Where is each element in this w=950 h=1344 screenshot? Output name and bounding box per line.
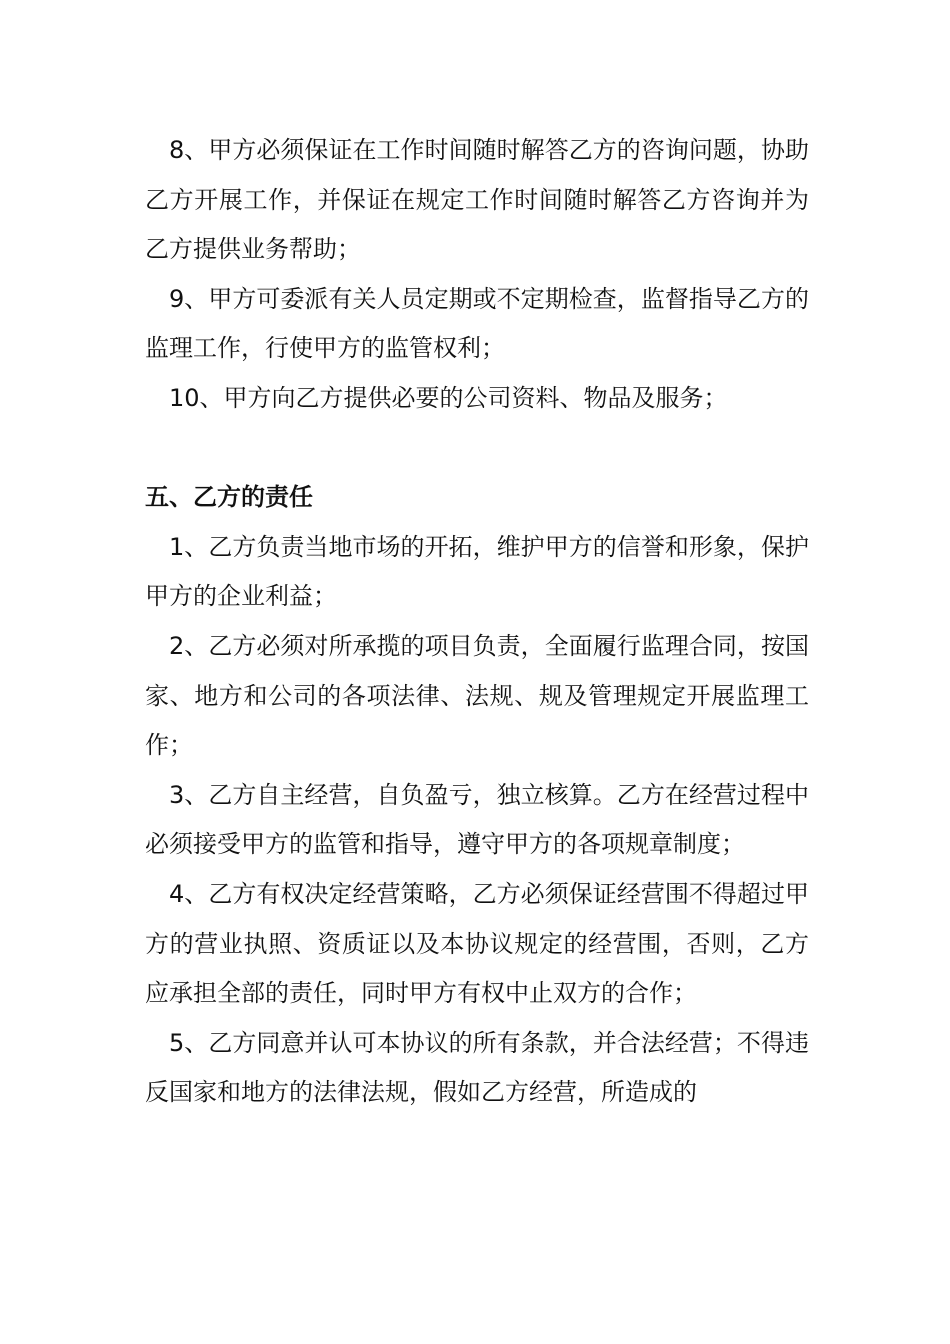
document-page	[145, 126, 809, 1118]
clause-item-8: 8、甲方必须保证在工作时间随时解答乙方的咨询问题，协助乙方开展工作，并保证在规定工作时间随时解答乙方咨询并为乙方提供业务帮助；	[145, 136, 809, 264]
clause-item-3: 3、乙方自主经营，自负盈亏，独立核算。乙方在经营过程中必须接受甲方的监管和指导，遵守甲方的各项规章制度；	[145, 780, 809, 859]
section-heading: 五、乙方的责任	[145, 483, 313, 512]
clause-item-5: 5、乙方同意并认可本协议的所有条款，并合法经营；不得违反国家和地方的法律法规，假如乙方经营，所造成的	[145, 1028, 809, 1107]
clause-item-9: 9、甲方可委派有关人员定期或不定期检查，监督指导乙方的监理工作，行使甲方的监管权利；	[145, 284, 809, 363]
section-spacer	[145, 424, 809, 474]
clause-item-4: 4、乙方有权决定经营策略，乙方必须保证经营围不得超过甲方的营业执照、资质证以及本协议规定的经营围，否则，乙方应承担全部的责任，同时甲方有权中止双方的合作；	[145, 879, 809, 1008]
clause-item-10: 10、甲方向乙方提供必要的公司资料、物品及服务；	[169, 383, 728, 412]
clause-item-2: 2、乙方必须对所承揽的项目负责，全面履行监理合同，按国家、地方和公司的各项法律、法规、规及管理规定开展监理工作；	[145, 631, 809, 760]
clause-item-1: 1、乙方负责当地市场的开拓，维护甲方的信誉和形象，保护甲方的企业利益；	[145, 532, 809, 611]
